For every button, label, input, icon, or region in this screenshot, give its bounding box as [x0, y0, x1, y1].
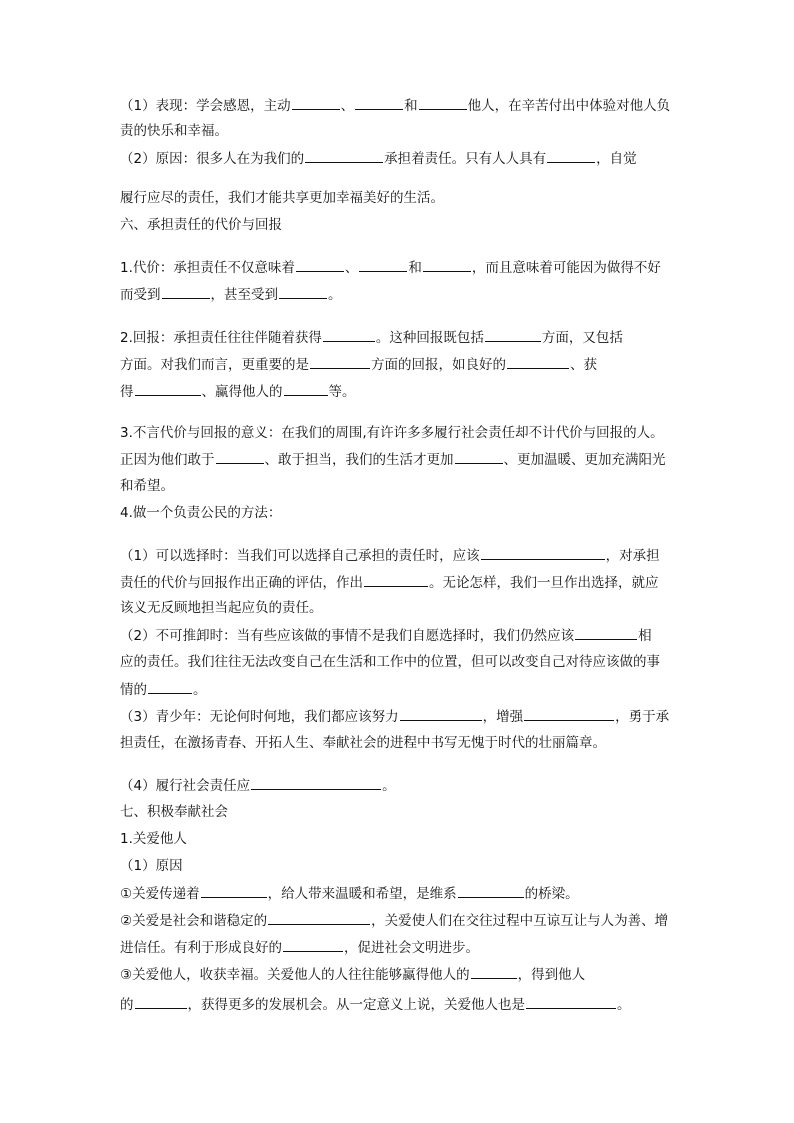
line-text: ③关爱他人，收获幸福。关爱他人的人往往能够赢得他人的 — [120, 967, 470, 983]
text-line — [120, 381, 680, 401]
text-line — [120, 910, 680, 930]
fill-in-blank[interactable] — [400, 706, 482, 721]
line-text: 、更加温暖、更加充满阳光 — [503, 452, 666, 468]
line-text: 和 — [408, 260, 422, 276]
fill-in-blank[interactable] — [292, 95, 340, 110]
line-text: 责任的代价与回报作出正确的评估，作出 — [120, 575, 363, 591]
text-line — [120, 733, 680, 753]
text-line — [120, 856, 680, 876]
text-line — [120, 937, 680, 957]
line-text: 担责任，在激扬青春、开拓人生、奉献社会的进程中书写无愧于时代的壮丽篇章。 — [120, 735, 606, 751]
fill-in-blank[interactable] — [507, 354, 569, 369]
line-text: 。这种回报既包括 — [375, 330, 484, 346]
fill-in-blank[interactable] — [364, 572, 428, 587]
line-text: 情的 — [120, 682, 147, 698]
line-text: 。 — [617, 997, 631, 1013]
line-text: 履行应尽的责任，我们才能共享更加幸福美好的生活。 — [120, 190, 444, 206]
line-text: 1.关爱他人 — [120, 831, 187, 847]
line-text: 和 — [404, 98, 418, 114]
line-text: ，自觉 — [596, 151, 637, 167]
text-line — [120, 802, 680, 822]
line-text: 方面，又包括 — [541, 330, 623, 346]
text-line — [120, 625, 680, 645]
line-text: 的 — [120, 997, 134, 1013]
text-line — [120, 423, 680, 443]
text-line — [120, 503, 680, 523]
fill-in-blank[interactable] — [135, 994, 187, 1009]
line-text: 而受到 — [120, 287, 161, 303]
line-text: 承担着责任。只有人人具有 — [384, 151, 547, 167]
line-text: 该义无反顾地担当起应负的责任。 — [120, 600, 323, 616]
text-line — [120, 327, 680, 347]
text-line — [120, 572, 680, 592]
fill-in-blank[interactable] — [526, 994, 616, 1009]
line-text: 等。 — [328, 384, 356, 400]
line-text: ，关爱使人们在交往过程中互谅互让与人为善、增 — [371, 913, 669, 929]
fill-in-blank[interactable] — [455, 449, 503, 464]
line-text: 和希望。 — [120, 478, 174, 494]
text-line — [120, 215, 680, 235]
text-line — [120, 598, 680, 618]
line-text: 得 — [120, 384, 134, 400]
text-line — [120, 121, 680, 141]
text-line — [120, 545, 680, 565]
text-line — [120, 476, 680, 496]
line-text: 1.代价：承担责任不仅意味着 — [120, 260, 295, 276]
line-text: 责的快乐和幸福。 — [120, 123, 228, 139]
line-text: 、赢得他人的 — [201, 384, 283, 400]
line-text: 、敢于担当，我们的生活才更加 — [264, 452, 454, 468]
text-line — [120, 775, 680, 795]
line-text: 、 — [344, 260, 359, 276]
fill-in-blank[interactable] — [251, 775, 381, 790]
line-text: 的桥梁。 — [524, 886, 579, 902]
fill-in-blank[interactable] — [575, 625, 637, 640]
fill-in-blank[interactable] — [305, 148, 383, 163]
line-text: （3）青少年：无论何时何地，我们都应该努力 — [120, 709, 399, 725]
line-text: ，促进社会文明进步。 — [344, 940, 479, 956]
line-text: ，增强 — [482, 709, 524, 725]
line-text: 。 — [193, 682, 207, 698]
fill-in-blank[interactable] — [283, 937, 343, 952]
line-text: ，勇于承 — [615, 709, 670, 725]
line-text: （4）履行社会责任应 — [120, 778, 251, 794]
text-line — [120, 706, 680, 726]
line-text: ，获得更多的发展机会。从一定意义上说，关爱他人也是 — [187, 997, 525, 1013]
text-line — [120, 95, 680, 115]
text-line — [120, 148, 680, 168]
text-line — [120, 829, 680, 849]
line-text: （1）可以选择时：当我们可以选择自己承担的责任时，应该 — [120, 548, 480, 564]
fill-in-blank[interactable] — [135, 381, 201, 396]
fill-in-blank[interactable] — [524, 706, 614, 721]
fill-in-blank[interactable] — [355, 95, 403, 110]
line-text: ①关爱传递着 — [120, 886, 200, 902]
text-line — [120, 994, 680, 1014]
line-text: ②关爱是社会和谐稳定的 — [120, 913, 268, 929]
fill-in-blank[interactable] — [296, 257, 344, 272]
line-text: （1）原因 — [120, 858, 183, 874]
line-text: 六、承担责任的代价与回报 — [120, 217, 282, 233]
line-text: 4.做一个负责公民的方法： — [120, 505, 282, 521]
line-text: （2）原因：很多人在为我们的 — [120, 151, 305, 167]
fill-in-blank[interactable] — [481, 545, 605, 560]
line-text: 、 — [340, 98, 355, 114]
line-text: 相 — [638, 628, 652, 644]
line-text: 方面。对我们而言，更重要的是 — [120, 357, 309, 373]
line-text: （1）表现：学会感恩，主动 — [120, 98, 291, 114]
line-text: ，得到他人 — [517, 967, 586, 983]
line-text: 。无论怎样，我们一旦作出选择，就应 — [429, 575, 659, 591]
line-text: 方面的回报，如良好的 — [371, 357, 506, 373]
text-line — [120, 449, 680, 469]
line-text: ，对承担 — [605, 548, 660, 564]
fill-in-blank[interactable] — [162, 284, 210, 299]
text-line — [120, 257, 680, 277]
text-line — [120, 883, 680, 903]
fill-in-blank[interactable] — [323, 327, 375, 342]
line-text: 。 — [382, 778, 396, 794]
line-text: ，而且意味着可能因为做得不好 — [471, 260, 661, 276]
fill-in-blank[interactable] — [279, 284, 327, 299]
fill-in-blank[interactable] — [201, 883, 267, 898]
fill-in-blank[interactable] — [485, 327, 541, 342]
line-text: ，给人带来温暖和希望，是维系 — [267, 886, 457, 902]
line-text: 进信任。有利于形成良好的 — [120, 940, 282, 956]
fill-in-blank[interactable] — [216, 449, 264, 464]
fill-in-blank[interactable] — [359, 257, 407, 272]
text-line — [120, 652, 680, 672]
text-line — [120, 354, 680, 374]
text-line — [120, 679, 680, 699]
fill-in-blank[interactable] — [471, 964, 517, 979]
fill-in-blank[interactable] — [547, 148, 595, 163]
line-text: 。 — [328, 287, 342, 303]
text-line — [120, 964, 680, 984]
fill-in-blank[interactable] — [310, 354, 370, 369]
fill-in-blank[interactable] — [284, 381, 328, 396]
line-text: 2.回报：承担责任往往伴随着获得 — [120, 330, 322, 346]
fill-in-blank[interactable] — [148, 679, 192, 694]
text-line — [120, 284, 680, 304]
line-text: 应的责任。我们往往无法改变自己在生活和工作中的位置，但可以改变自己对待应该做的事 — [120, 654, 660, 670]
line-text: 、获 — [570, 357, 597, 373]
line-text: 3.不言代价与回报的意义：在我们的周围,有许许多多履行社会责任却不计代价与回报的人。 — [120, 425, 664, 441]
fill-in-blank[interactable] — [458, 883, 524, 898]
fill-in-blank[interactable] — [419, 95, 467, 110]
line-text: （2）不可推卸时：当有些应该做的事情不是我们自愿选择时，我们仍然应该 — [120, 628, 575, 644]
line-text: 七、积极奉献社会 — [120, 804, 228, 820]
line-text: 正因为他们敢于 — [120, 452, 215, 468]
fill-in-blank[interactable] — [268, 910, 370, 925]
text-line — [120, 188, 680, 208]
line-text: 他人，在辛苦付出中体验对他人负 — [467, 98, 671, 114]
line-text: ，甚至受到 — [210, 287, 278, 303]
fill-in-blank[interactable] — [423, 257, 471, 272]
